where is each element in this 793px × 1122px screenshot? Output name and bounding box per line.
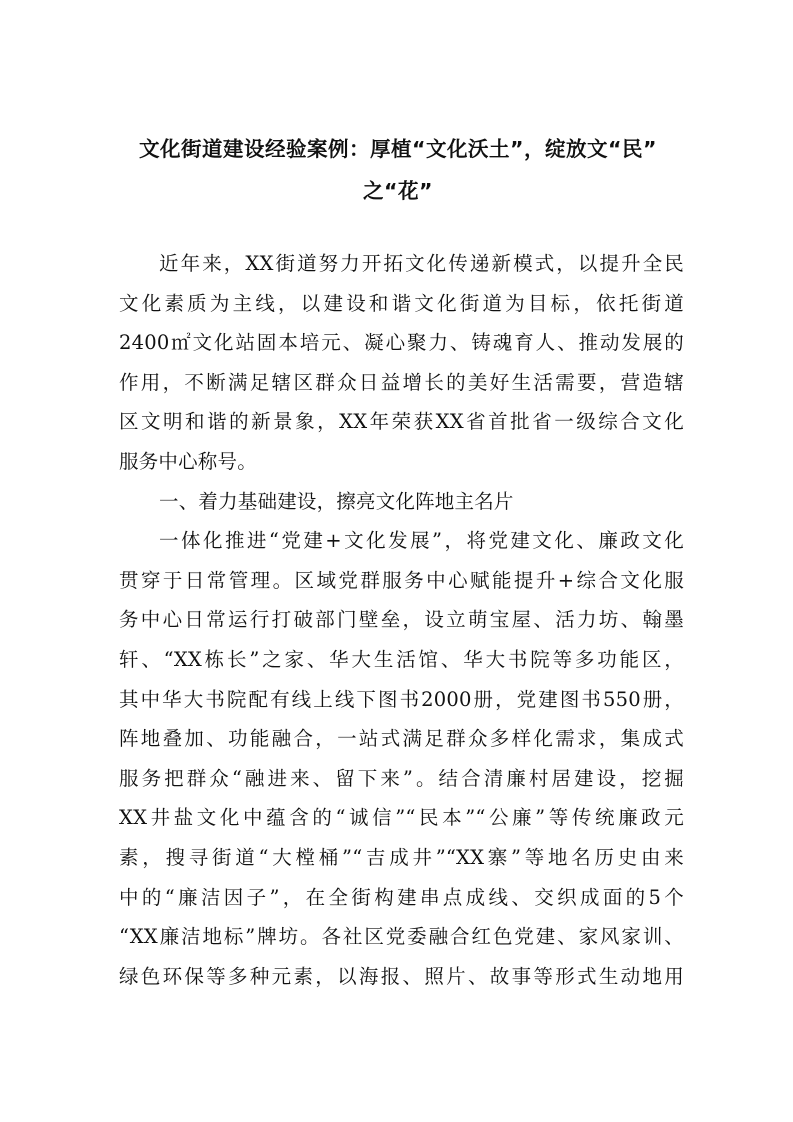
document-title [108,128,688,212]
paragraph-line: 服务把群众“融进来、留下来”。结合清廉村居建设，挖掘 [119,766,684,790]
paragraph-line: 作用，不断满足辖区群众日益增长的美好生活需要，营造辖 [119,370,684,394]
paragraph-line: 素，搜寻街道“大樘桶”“吉成井”“XX寨”等地名历史由来 [119,845,684,869]
paragraph-intro [119,244,684,482]
paragraph-line: 阵地叠加、功能融合，一站式满足群众多样化需求，集成式 [119,727,684,751]
title-line: 文化街道建设经验案例：厚植“文化沃土”，绽放文“民” [139,137,657,161]
section-heading-text: 一、着力基础建设，擦亮文化阵地主名片 [159,489,514,513]
paragraph-line: 文化素质为主线，以建设和谐文化街道为目标，依托街道 [119,291,684,315]
paragraph-section-one [119,521,684,996]
document-body [119,244,684,996]
paragraph-line: “XX廉洁地标”牌坊。各社区党委融合红色党建、家风家训、 [119,925,684,949]
paragraph-line: 2400㎡文化站固本培元、凝心聚力、铸魂育人、推动发展的 [119,331,684,355]
paragraph-line: 中的“廉洁因子”，在全街构建串点成线、交织成面的5个 [119,885,684,909]
paragraph-line: 其中华大书院配有线上线下图书2000册，党建图书550册， [119,687,684,711]
paragraph-line: XX井盐文化中蕴含的“诚信”“民本”“公廉”等传统廉政元 [119,806,684,830]
paragraph-line: 务中心日常运行打破部门壁垒，设立萌宝屋、活力坊、翰墨 [119,608,684,632]
section-heading [119,482,684,522]
paragraph-line: 绿色环保等多种元素，以海报、照片、故事等形式生动地用 [119,964,684,988]
paragraph-line: 近年来，XX街道努力开拓文化传递新模式，以提升全民 [159,252,684,275]
paragraph-line: 贯穿于日常管理。区域党群服务中心赋能提升+综合文化服 [119,568,684,592]
paragraph-line: 服务中心称号。 [119,449,257,473]
paragraph-line: 轩、“XX栋长”之家、华大生活馆、华大书院等多功能区， [119,647,684,671]
title-line: 之“花” [363,179,433,203]
paragraph-line: 区文明和谐的新景象，XX年荣获XX省首批省一级综合文化 [119,410,684,434]
paragraph-line: 一体化推进“党建+文化发展”，将党建文化、廉政文化 [159,529,684,553]
